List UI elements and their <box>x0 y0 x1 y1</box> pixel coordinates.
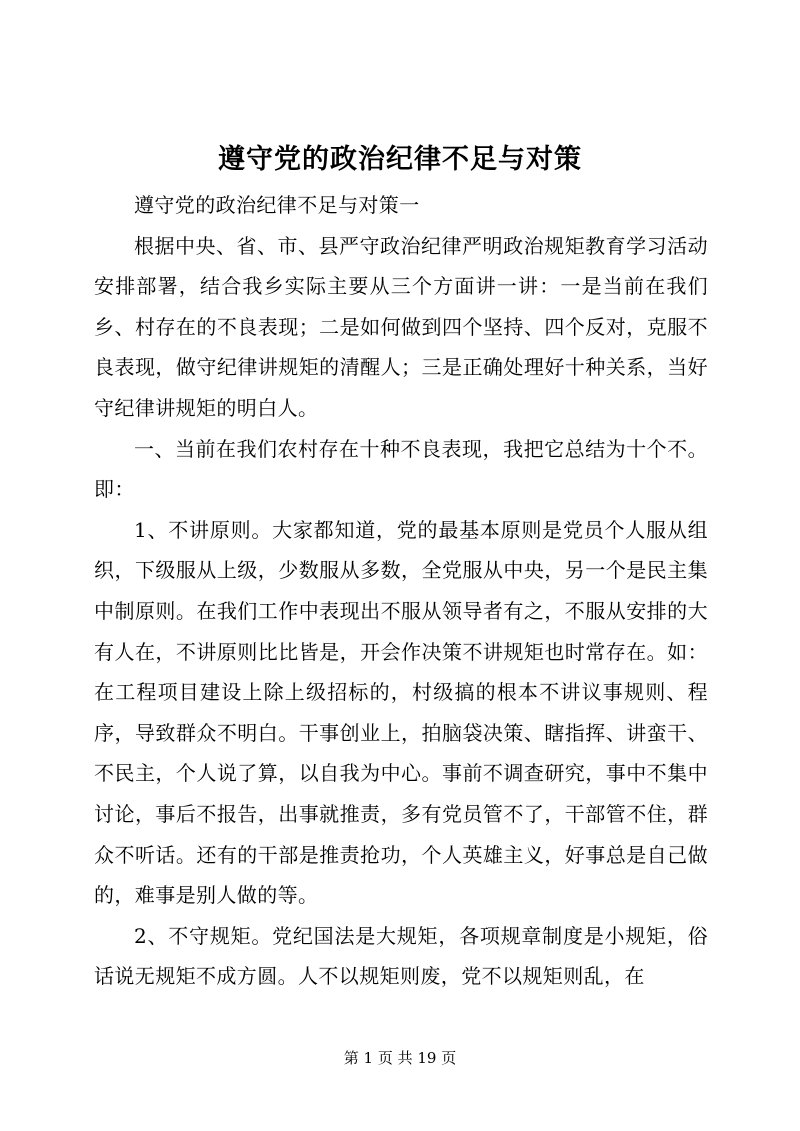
page-number-footer: 第 1 页 共 19 页 <box>343 1049 457 1067</box>
paragraph-intro: 根据中央、省、市、县严守政治纪律严明政治规矩教育学习活动安排部署，结合我乡实际主要从三个方面讲一讲：一是当前在我们乡、村存在的不良表现；二是如何做到四个坚持、四个反对，克服不良表现，做守纪律讲规矩的清醒人；三是正确处理好十种关系，当好守纪律讲规矩的明白人。 <box>94 233 708 420</box>
paragraph-point-1: 1、不讲原则。大家都知道，党的最基本原则是党员个人服从组织，下级服从上级，少数服从多数，全党服从中央，另一个是民主集中制原则。在我们工作中表现出不服从领导者有之，不服从安排的大有人在，不讲原则比比皆是，开会作决策不讲规矩也时常存在。如：在工程项目建设上除上级招标的，村级搞的根本不讲议事规则、程序，导致群众不明白。干事创业上，拍脑袋决策、瞎指挥、讲蛮干、不民主，个人说了算，以自我为中心。事前不调查研究，事中不集中讨论，事后不报告，出事就推责，多有党员管不了，干部管不住，群众不听话。还有的干部是推责抢功，个人英雄主义，好事总是自己做的，难事是别人做的等。 <box>94 517 708 908</box>
paragraph-section-heading: 一、当前在我们农村存在十种不良表现，我把它总结为十个不。即： <box>94 436 708 502</box>
document-title: 遵守党的政治纪律不足与对策 <box>218 144 582 175</box>
paragraph-point-2: 2、不守规矩。党纪国法是大规矩，各项规章制度是小规矩，俗话说无规矩不成方圆。人不以规矩则废，党不以规矩则乱，在 <box>94 923 708 989</box>
paragraph-subtitle: 遵守党的政治纪律不足与对策一 <box>134 193 420 217</box>
document-body <box>94 185 708 997</box>
